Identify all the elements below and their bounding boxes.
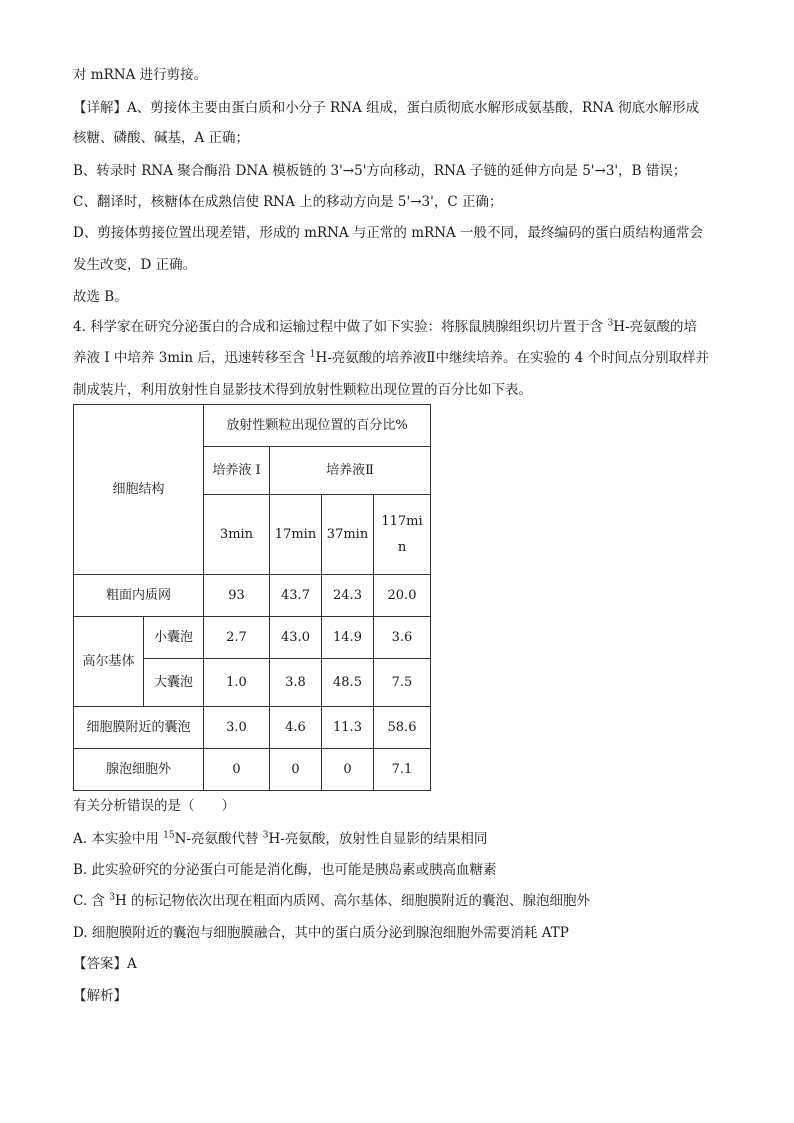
value-cell: 3.0 [204,707,270,749]
value-cell: 20.0 [374,575,431,617]
golgi-label: 高尔基体 [74,617,144,707]
value-cell: 7.5 [374,659,431,707]
value-cell: 3.8 [270,659,322,707]
row-label: 大囊泡 [144,659,204,707]
text-line: D、剪接体剪接位置出现差错，形成的 mRNA 与正常的 mRNA 一般不同，最终编码的蛋白质结构通常会 [73,225,704,241]
question-line: 4. 科学家在研究分泌蛋白的合成和运输过程中做了如下实验：将豚鼠胰腺组织切片置于含 $^3$H-亮氨酸的培 [73,318,698,335]
table-row [74,617,431,659]
table-row [74,575,431,617]
value-cell: 43.7 [270,575,322,617]
value-cell: 2.7 [204,617,270,659]
header-group-cell: 放射性颗粒出现位置的百分比% [204,405,431,447]
table-row [74,749,431,791]
analysis-label: 【解析】 [73,988,127,1004]
time-cell: 17min [270,495,322,575]
medium-2-cell: 培养液Ⅱ [270,447,431,495]
option-b[interactable]: B. 此实验研究的分泌蛋白可能是消化酶，也可能是胰岛素或胰高血糖素 [73,862,497,878]
text-line: 对 mRNA 进行剪接。 [73,67,208,83]
question-line: 养液 I 中培养 3min 后，迅速转移至含 $^1$H-亮氨酸的培养液Ⅱ中继续培养。在实验的 4 个时间点分别取样并 [73,349,710,366]
table-row [74,707,431,749]
text-line: 发生改变，D 正确。 [73,257,197,273]
value-cell: 93 [204,575,270,617]
value-cell: 4.6 [270,707,322,749]
question-line: 制成装片，利用放射性自显影技术得到放射性颗粒出现位置的百分比如下表。 [73,382,532,398]
medium-1-cell: 培养液 I [204,447,270,495]
text-line: 故选 B。 [73,289,128,305]
value-cell: 0 [322,749,374,791]
text-line: 【详解】A、剪接体主要由蛋白质和小分子 RNA 组成，蛋白质彻底水解形成氨基酸，RNA 彻底水解形成 [73,100,700,116]
value-cell: 58.6 [374,707,431,749]
value-cell: 0 [270,749,322,791]
value-cell: 14.9 [322,617,374,659]
option-c[interactable]: C. 含 $^3$H 的标记物依次出现在粗面内质网、高尔基体、细胞膜附近的囊泡、腺泡细胞外 [73,892,591,909]
value-cell: 48.5 [322,659,374,707]
value-cell: 7.1 [374,749,431,791]
text-line: 核糖、磷酸、碱基，A 正确； [73,130,250,146]
option-d[interactable]: D. 细胞膜附近的囊泡与细胞膜融合，其中的蛋白质分泌到腺泡细胞外需要消耗 ATP [73,925,569,941]
value-cell: 43.0 [270,617,322,659]
question-stem: 有关分析错误的是（ ） [73,798,235,814]
text-line: B、转录时 RNA 聚合酶沿 DNA 模板链的 3'→5'方向移动，RNA 子链的延伸方向是 5'→3'，B 错误； [73,163,687,179]
value-cell: 1.0 [204,659,270,707]
experiment-table [73,404,431,791]
value-cell: 24.3 [322,575,374,617]
time-cell: 37min [322,495,374,575]
row-label: 小囊泡 [144,617,204,659]
time-cell: 3min [204,495,270,575]
answer-label: 【答案】A [73,956,137,972]
value-cell: 0 [204,749,270,791]
row-label: 粗面内质网 [74,575,204,617]
row-label: 腺泡细胞外 [74,749,204,791]
time-cell: 117mi n [374,495,431,575]
value-cell: 3.6 [374,617,431,659]
value-cell: 11.3 [322,707,374,749]
row-label: 细胞膜附近的囊泡 [74,707,204,749]
option-a[interactable]: A. 本实验中用 $^{15}$N-亮氨酸代替 $^3$H-亮氨酸，放射性自显影的结果相同 [73,830,488,847]
row-header-cell: 细胞结构 [74,405,204,575]
text-line: C、翻译时，核糖体在成熟信使 RNA 上的移动方向是 5'→3'，C 正确； [73,194,503,210]
